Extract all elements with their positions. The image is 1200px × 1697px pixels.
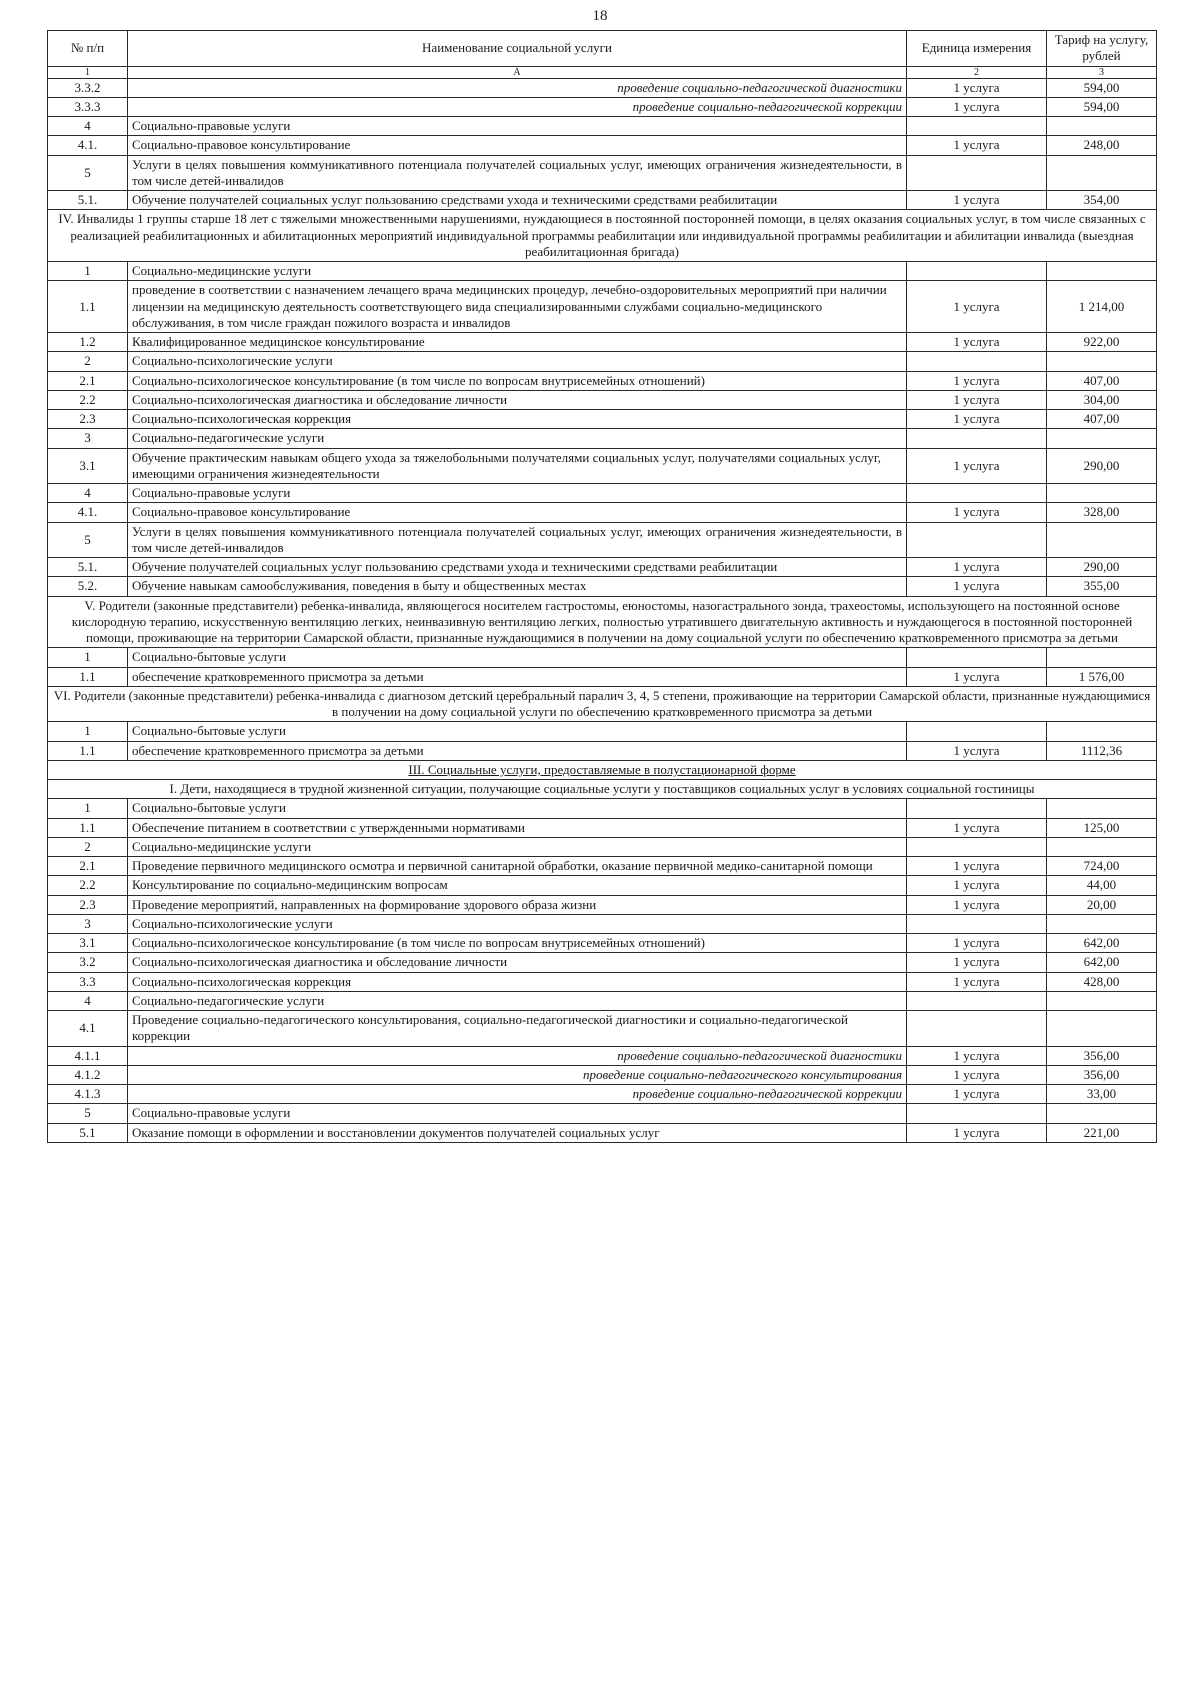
service-name: проведение социально-педагогической коррекции — [128, 1085, 907, 1104]
service-row — [48, 503, 1157, 522]
service-name: Социально-психологические услуги — [128, 914, 907, 933]
row-number: 2.3 — [48, 895, 128, 914]
tariff-value — [1047, 914, 1157, 933]
service-name: Социально-правовые услуги — [128, 117, 907, 136]
row-number: 2.1 — [48, 371, 128, 390]
unit-of-measure: 1 услуга — [907, 953, 1047, 972]
tariff-value — [1047, 522, 1157, 558]
tariff-value — [1047, 352, 1157, 371]
unit-of-measure: 1 услуга — [907, 857, 1047, 876]
service-row — [48, 741, 1157, 760]
service-name: Оказание помощи в оформлении и восстановлении документов получателей социальных услуг — [128, 1123, 907, 1142]
service-row — [48, 448, 1157, 484]
service-row — [48, 191, 1157, 210]
row-number: 2.1 — [48, 857, 128, 876]
unit-of-measure: 1 услуга — [907, 410, 1047, 429]
unit-of-measure: 1 услуга — [907, 191, 1047, 210]
tariff-value: 1112,36 — [1047, 741, 1157, 760]
unit-of-measure — [907, 1011, 1047, 1047]
row-number: 2 — [48, 837, 128, 856]
unit-of-measure — [907, 352, 1047, 371]
unit-of-measure — [907, 117, 1047, 136]
tariff-value — [1047, 837, 1157, 856]
service-row — [48, 876, 1157, 895]
row-number: 5.1 — [48, 1123, 128, 1142]
service-name: Социально-психологическое консультирование (в том числе по вопросам внутрисемейных отношений) — [128, 371, 907, 390]
row-number: 2.2 — [48, 390, 128, 409]
unit-of-measure: 1 услуга — [907, 1123, 1047, 1142]
category-row — [48, 352, 1157, 371]
row-number: 4.1 — [48, 1011, 128, 1047]
service-name: Социально-правовое консультирование — [128, 503, 907, 522]
unit-of-measure: 1 услуга — [907, 876, 1047, 895]
tariff-value: 290,00 — [1047, 558, 1157, 577]
row-number: 2.3 — [48, 410, 128, 429]
unit-of-measure: 1 услуга — [907, 934, 1047, 953]
service-name: проведение в соответствии с назначением лечащего врача медицинских процедур, лечебно-оздоровительных мероприятий при наличии лицензии на медицинскую деятельность соответствующего вида специализированными службами социально-медицинского обслуживания, в том числе граждан пожилого возраста и инвалидов — [128, 281, 907, 333]
section-heading: I. Дети, находящиеся в трудной жизненной ситуации, получающие социальные услуги у поставщиков социальных услуг в условиях социальной гостиницы — [48, 780, 1157, 799]
row-number: 2 — [48, 352, 128, 371]
tariff-value: 20,00 — [1047, 895, 1157, 914]
row-number: 3 — [48, 914, 128, 933]
service-name: Социально-бытовые услуги — [128, 799, 907, 818]
service-name: Проведение мероприятий, направленных на формирование здорового образа жизни — [128, 895, 907, 914]
service-row — [48, 818, 1157, 837]
category-row — [48, 648, 1157, 667]
category-row — [48, 722, 1157, 741]
unit-of-measure — [907, 914, 1047, 933]
unit-of-measure: 1 услуга — [907, 667, 1047, 686]
unit-of-measure — [907, 484, 1047, 503]
row-number: 5 — [48, 522, 128, 558]
part-heading-row — [48, 760, 1157, 779]
row-number: 3.3.2 — [48, 78, 128, 97]
part-heading: III. Социальные услуги, предоставляемые в полустационарной форме — [48, 760, 1157, 779]
section-heading-row — [48, 596, 1157, 648]
row-number: 3 — [48, 429, 128, 448]
unit-of-measure: 1 услуга — [907, 371, 1047, 390]
tariff-table — [47, 30, 1157, 1143]
tariff-value: 355,00 — [1047, 577, 1157, 596]
unit-of-measure — [907, 155, 1047, 191]
row-number: 4 — [48, 484, 128, 503]
service-row — [48, 410, 1157, 429]
tariff-value — [1047, 799, 1157, 818]
service-name: Социально-психологическое консультирование (в том числе по вопросам внутрисемейных отношений) — [128, 934, 907, 953]
tariff-value: 1 576,00 — [1047, 667, 1157, 686]
row-number: 4.1.3 — [48, 1085, 128, 1104]
row-number: 4 — [48, 117, 128, 136]
section-heading: IV. Инвалиды 1 группы старше 18 лет с тяжелыми множественными нарушениями, нуждающиеся в постоянной посторонней помощи, в целях оказания социальных услуг, в том числе связанных с реализацией реабилитационных и абилитационных мероприятий индивидуальной программы реабилитации или индивидуальной программы реабилитации и абилитации инвалида (выездная реабилитационная бригада) — [48, 210, 1157, 262]
category-row — [48, 117, 1157, 136]
category-row — [48, 484, 1157, 503]
unit-of-measure — [907, 799, 1047, 818]
tariff-value — [1047, 722, 1157, 741]
row-number: 1.1 — [48, 741, 128, 760]
column-index: А — [128, 66, 907, 78]
service-name: Социально-психологическая коррекция — [128, 972, 907, 991]
tariff-value: 248,00 — [1047, 136, 1157, 155]
service-name: Консультирование по социально-медицинским вопросам — [128, 876, 907, 895]
row-number: 3.2 — [48, 953, 128, 972]
service-name: обеспечение кратковременного присмотра за детьми — [128, 741, 907, 760]
unit-of-measure: 1 услуга — [907, 818, 1047, 837]
header-unit: Единица измерения — [907, 31, 1047, 67]
tariff-value: 407,00 — [1047, 371, 1157, 390]
row-number: 3.1 — [48, 934, 128, 953]
service-name: Социально-правовое консультирование — [128, 136, 907, 155]
row-number: 4.1. — [48, 136, 128, 155]
unit-of-measure: 1 услуга — [907, 972, 1047, 991]
row-number: 4.1.2 — [48, 1065, 128, 1084]
service-name: Социально-педагогические услуги — [128, 991, 907, 1010]
service-row — [48, 371, 1157, 390]
unit-of-measure: 1 услуга — [907, 390, 1047, 409]
category-row — [48, 914, 1157, 933]
service-row — [48, 78, 1157, 97]
column-index: 3 — [1047, 66, 1157, 78]
tariff-value: 125,00 — [1047, 818, 1157, 837]
unit-of-measure: 1 услуга — [907, 895, 1047, 914]
header-tariff: Тариф на услугу, рублей — [1047, 31, 1157, 67]
tariff-value: 642,00 — [1047, 953, 1157, 972]
column-index: 2 — [907, 66, 1047, 78]
unit-of-measure: 1 услуга — [907, 78, 1047, 97]
tariff-value — [1047, 155, 1157, 191]
tariff-value: 304,00 — [1047, 390, 1157, 409]
tariff-value — [1047, 117, 1157, 136]
service-row — [48, 390, 1157, 409]
unit-of-measure — [907, 991, 1047, 1010]
row-number: 3.3.3 — [48, 97, 128, 116]
service-name: Социально-психологические услуги — [128, 352, 907, 371]
page-number: 18 — [592, 8, 608, 24]
service-name: Социально-педагогические услуги — [128, 429, 907, 448]
tariff-value — [1047, 1011, 1157, 1047]
table-body — [48, 78, 1157, 1142]
row-number: 5 — [48, 155, 128, 191]
category-row — [48, 799, 1157, 818]
service-name: Социально-правовые услуги — [128, 1104, 907, 1123]
unit-of-measure: 1 услуга — [907, 503, 1047, 522]
row-number: 1.1 — [48, 818, 128, 837]
row-number: 3.3 — [48, 972, 128, 991]
service-name: Социально-медицинские услуги — [128, 262, 907, 281]
tariff-value — [1047, 484, 1157, 503]
service-row — [48, 577, 1157, 596]
tariff-value: 724,00 — [1047, 857, 1157, 876]
tariff-value: 221,00 — [1047, 1123, 1157, 1142]
unit-of-measure — [907, 1104, 1047, 1123]
row-number: 1 — [48, 262, 128, 281]
section-heading-row — [48, 686, 1157, 722]
row-number: 5 — [48, 1104, 128, 1123]
category-row — [48, 522, 1157, 558]
unit-of-measure: 1 услуга — [907, 333, 1047, 352]
section-heading: V. Родители (законные представители) ребенка-инвалида, являющегося носителем гастростомы, еюностомы, назогастрального зонда, трахеостомы, использующего на постоянной основе кислородную терапию, искусственную вентиляцию легких, неинвазивную вентиляцию легких, полностью утратившего двигательную активность и нуждающегося в постоянной посторонней помощи, проживающие на территории Самарской области, признанные нуждающимися в получении на дому социальной услуги по обеспечению кратковременного присмотра за детьми — [48, 596, 1157, 648]
section-heading-row — [48, 780, 1157, 799]
service-row — [48, 934, 1157, 953]
tariff-value: 428,00 — [1047, 972, 1157, 991]
tariff-value — [1047, 262, 1157, 281]
unit-of-measure — [907, 522, 1047, 558]
service-name: Социально-психологическая диагностика и обследование личности — [128, 390, 907, 409]
row-number: 5.2. — [48, 577, 128, 596]
tariff-value: 328,00 — [1047, 503, 1157, 522]
service-name: проведение социально-педагогического консультирования — [128, 1065, 907, 1084]
unit-of-measure: 1 услуга — [907, 448, 1047, 484]
row-number: 5.1. — [48, 191, 128, 210]
row-number: 4 — [48, 991, 128, 1010]
unit-of-measure: 1 услуга — [907, 1085, 1047, 1104]
unit-of-measure: 1 услуга — [907, 1065, 1047, 1084]
service-name: проведение социально-педагогической диагностики — [128, 1046, 907, 1065]
unit-of-measure: 1 услуга — [907, 281, 1047, 333]
service-name: проведение социально-педагогической диагностики — [128, 78, 907, 97]
tariff-value: 594,00 — [1047, 97, 1157, 116]
tariff-value: 922,00 — [1047, 333, 1157, 352]
tariff-value: 290,00 — [1047, 448, 1157, 484]
category-row — [48, 991, 1157, 1010]
category-row — [48, 262, 1157, 281]
tariff-value: 356,00 — [1047, 1065, 1157, 1084]
service-name: Обучение навыкам самообслуживания, поведения в быту и общественных местах — [128, 577, 907, 596]
service-name: Социально-психологическая диагностика и обследование личности — [128, 953, 907, 972]
service-name: Обучение получателей социальных услуг пользованию средствами ухода и техническими средствами реабилитации — [128, 558, 907, 577]
tariff-value: 44,00 — [1047, 876, 1157, 895]
tariff-value: 33,00 — [1047, 1085, 1157, 1104]
row-number: 1.1 — [48, 281, 128, 333]
row-number: 1 — [48, 648, 128, 667]
section-heading-row — [48, 210, 1157, 262]
row-number: 1.2 — [48, 333, 128, 352]
unit-of-measure — [907, 429, 1047, 448]
unit-of-measure — [907, 648, 1047, 667]
row-number: 5.1. — [48, 558, 128, 577]
service-name: Услуги в целях повышения коммуникативного потенциала получателей социальных услуг, имеющих ограничения жизнедеятельности, в том числе детей-инвалидов — [128, 155, 907, 191]
service-row — [48, 558, 1157, 577]
service-row — [48, 1065, 1157, 1084]
category-row — [48, 1104, 1157, 1123]
tariff-value — [1047, 648, 1157, 667]
column-index: 1 — [48, 66, 128, 78]
service-name: обеспечение кратковременного присмотра за детьми — [128, 667, 907, 686]
service-row — [48, 857, 1157, 876]
row-number: 4.1.1 — [48, 1046, 128, 1065]
tariff-value — [1047, 429, 1157, 448]
service-row — [48, 97, 1157, 116]
service-row — [48, 1085, 1157, 1104]
row-number: 2.2 — [48, 876, 128, 895]
service-row — [48, 1011, 1157, 1047]
tariff-value: 407,00 — [1047, 410, 1157, 429]
unit-of-measure — [907, 722, 1047, 741]
row-number: 1 — [48, 799, 128, 818]
unit-of-measure: 1 услуга — [907, 136, 1047, 155]
service-row — [48, 972, 1157, 991]
header-number: № п/п — [48, 31, 128, 67]
tariff-value: 354,00 — [1047, 191, 1157, 210]
service-name: проведение социально-педагогической коррекции — [128, 97, 907, 116]
service-name: Социально-бытовые услуги — [128, 648, 907, 667]
tariff-value — [1047, 991, 1157, 1010]
service-name: Социально-правовые услуги — [128, 484, 907, 503]
category-row — [48, 837, 1157, 856]
service-name: Социально-психологическая коррекция — [128, 410, 907, 429]
service-name: Обучение получателей социальных услуг пользованию средствами ухода и техническими средствами реабилитации — [128, 191, 907, 210]
service-name: Квалифицированное медицинское консультирование — [128, 333, 907, 352]
service-row — [48, 333, 1157, 352]
section-heading: VI. Родители (законные представители) ребенка-инвалида с диагнозом детский церебральный паралич 3, 4, 5 степени, проживающие на территории Самарской области, признанные нуждающимися в получении на дому социальной услуги по обеспечению кратковременного присмотра за детьми — [48, 686, 1157, 722]
tariff-value: 594,00 — [1047, 78, 1157, 97]
tariff-value: 356,00 — [1047, 1046, 1157, 1065]
service-name: Обучение практическим навыкам общего ухода за тяжелобольными получателями социальных услуг, получателями социальных услуг, имеющими ограничения жизнедеятельности — [128, 448, 907, 484]
row-number: 1.1 — [48, 667, 128, 686]
unit-of-measure: 1 услуга — [907, 558, 1047, 577]
unit-of-measure: 1 услуга — [907, 97, 1047, 116]
column-index-row — [48, 66, 1157, 78]
header-service-name: Наименование социальной услуги — [128, 31, 907, 67]
unit-of-measure — [907, 262, 1047, 281]
service-row — [48, 136, 1157, 155]
service-row — [48, 895, 1157, 914]
service-name: Проведение социально-педагогического консультирования, социально-педагогической диагностики и социально-педагогической коррекции — [128, 1011, 907, 1047]
service-name: Социально-медицинские услуги — [128, 837, 907, 856]
tariff-value: 1 214,00 — [1047, 281, 1157, 333]
row-number: 1 — [48, 722, 128, 741]
unit-of-measure — [907, 837, 1047, 856]
service-row — [48, 667, 1157, 686]
unit-of-measure: 1 услуга — [907, 1046, 1047, 1065]
service-row — [48, 953, 1157, 972]
service-row — [48, 1123, 1157, 1142]
header-row — [48, 31, 1157, 67]
tariff-value: 642,00 — [1047, 934, 1157, 953]
row-number: 4.1. — [48, 503, 128, 522]
unit-of-measure: 1 услуга — [907, 577, 1047, 596]
category-row — [48, 155, 1157, 191]
service-row — [48, 1046, 1157, 1065]
service-row — [48, 281, 1157, 333]
unit-of-measure: 1 услуга — [907, 741, 1047, 760]
service-name: Социально-бытовые услуги — [128, 722, 907, 741]
service-name: Проведение первичного медицинского осмотра и первичной санитарной обработки, оказание первичной медико-санитарной помощи — [128, 857, 907, 876]
category-row — [48, 429, 1157, 448]
row-number: 3.1 — [48, 448, 128, 484]
service-name: Обеспечение питанием в соответствии с утвержденными нормативами — [128, 818, 907, 837]
service-name: Услуги в целях повышения коммуникативного потенциала получателей социальных услуг, имеющих ограничения жизнедеятельности, в том числе детей-инвалидов — [128, 522, 907, 558]
tariff-value — [1047, 1104, 1157, 1123]
